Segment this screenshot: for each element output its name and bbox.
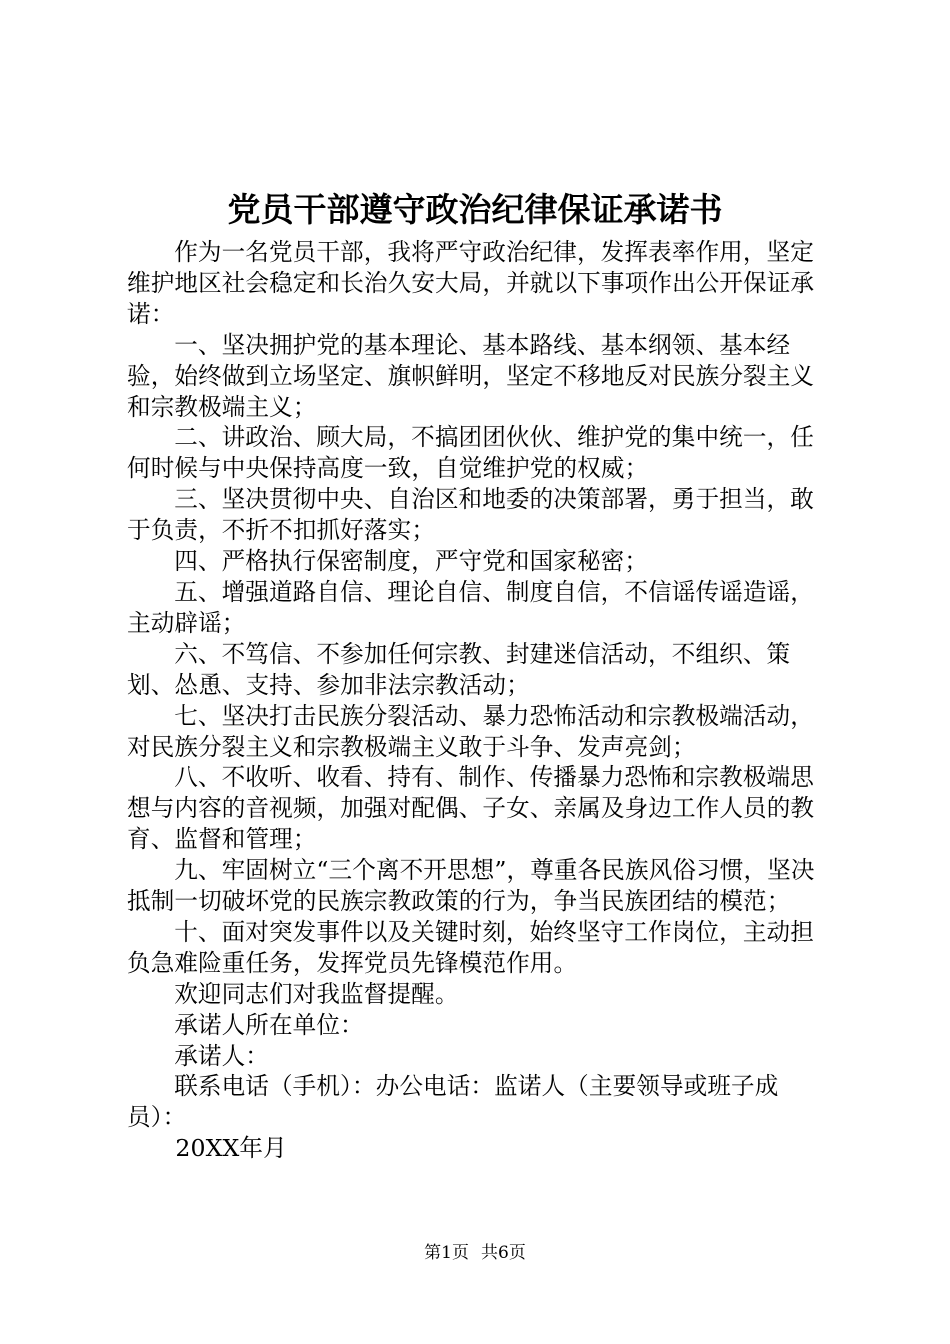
promiser-field-label: 承诺人： xyxy=(174,1041,269,1070)
commitment-item-2: 二、讲政治、顾大局，不搞团团伙伙、维护党的集中统一，任何时候与中央保持高度一致，自觉维护党的权威； xyxy=(127,423,814,483)
intro-paragraph: 作为一名党员干部，我将严守政治纪律，发挥表率作用，坚定维护地区社会稳定和长治久安大局，并就以下事项作出公开保证承诺： xyxy=(127,238,815,328)
commitment-item-7: 七、坚决打击民族分裂活动、暴力恐怖活动和宗教极端活动，对民族分裂主义和宗教极端主义敢于斗争、发声亮剑； xyxy=(127,701,814,761)
commitment-item-9: 九、牢固树立“三个离不开思想”，尊重各民族风俗习惯，坚决抵制一切破坏党的民族宗教政策的行为，争当民族团结的模范； xyxy=(127,856,815,916)
page-footer xyxy=(0,1241,950,1265)
commitment-item-4: 四、严格执行保密制度，严守党和国家秘密； xyxy=(174,547,649,576)
commitment-item-3: 三、坚决贯彻中央、自治区和地委的决策部署，勇于担当，敢于负责，不折不扣抓好落实； xyxy=(127,485,814,545)
commitment-item-10: 十、面对突发事件以及关键时刻，始终坚守工作岗位，主动担负急难险重任务，发挥党员先锋模范作用。 xyxy=(127,917,814,977)
page-number: 第1页 xyxy=(424,1243,469,1263)
contact-field-label: 联系电话（手机）：办公电话：监诺人（主要领导或班子成员）： xyxy=(127,1072,779,1132)
supervision-note: 欢迎同志们对我监督提醒。 xyxy=(174,979,459,1008)
commitment-item-5: 五、增强道路自信、理论自信、制度自信，不信谣传谣造谣，主动辟谣； xyxy=(127,577,814,637)
date-line: 20XX年月 xyxy=(175,1134,287,1163)
page-total: 共6页 xyxy=(481,1243,526,1263)
commitment-item-8: 八、不收听、收看、持有、制作、传播暴力恐怖和宗教极端思想与内容的音视频，加强对配偶、子女、亲属及身边工作人员的教育、监督和管理； xyxy=(127,763,815,854)
document-body xyxy=(127,237,837,1164)
document-title: 党员干部遵守政治纪律保证承诺书 xyxy=(227,190,723,229)
unit-field-label: 承诺人所在单位： xyxy=(174,1010,364,1039)
commitment-item-1: 一、坚决拥护党的基本理论、基本路线、基本纲领、基本经验，始终做到立场坚定、旗帜鲜明，坚定不移地反对民族分裂主义和宗教极端主义； xyxy=(127,330,815,421)
commitment-item-6: 六、不笃信、不参加任何宗教、封建迷信活动，不组织、策划、怂恿、支持、参加非法宗教活动； xyxy=(127,639,791,699)
